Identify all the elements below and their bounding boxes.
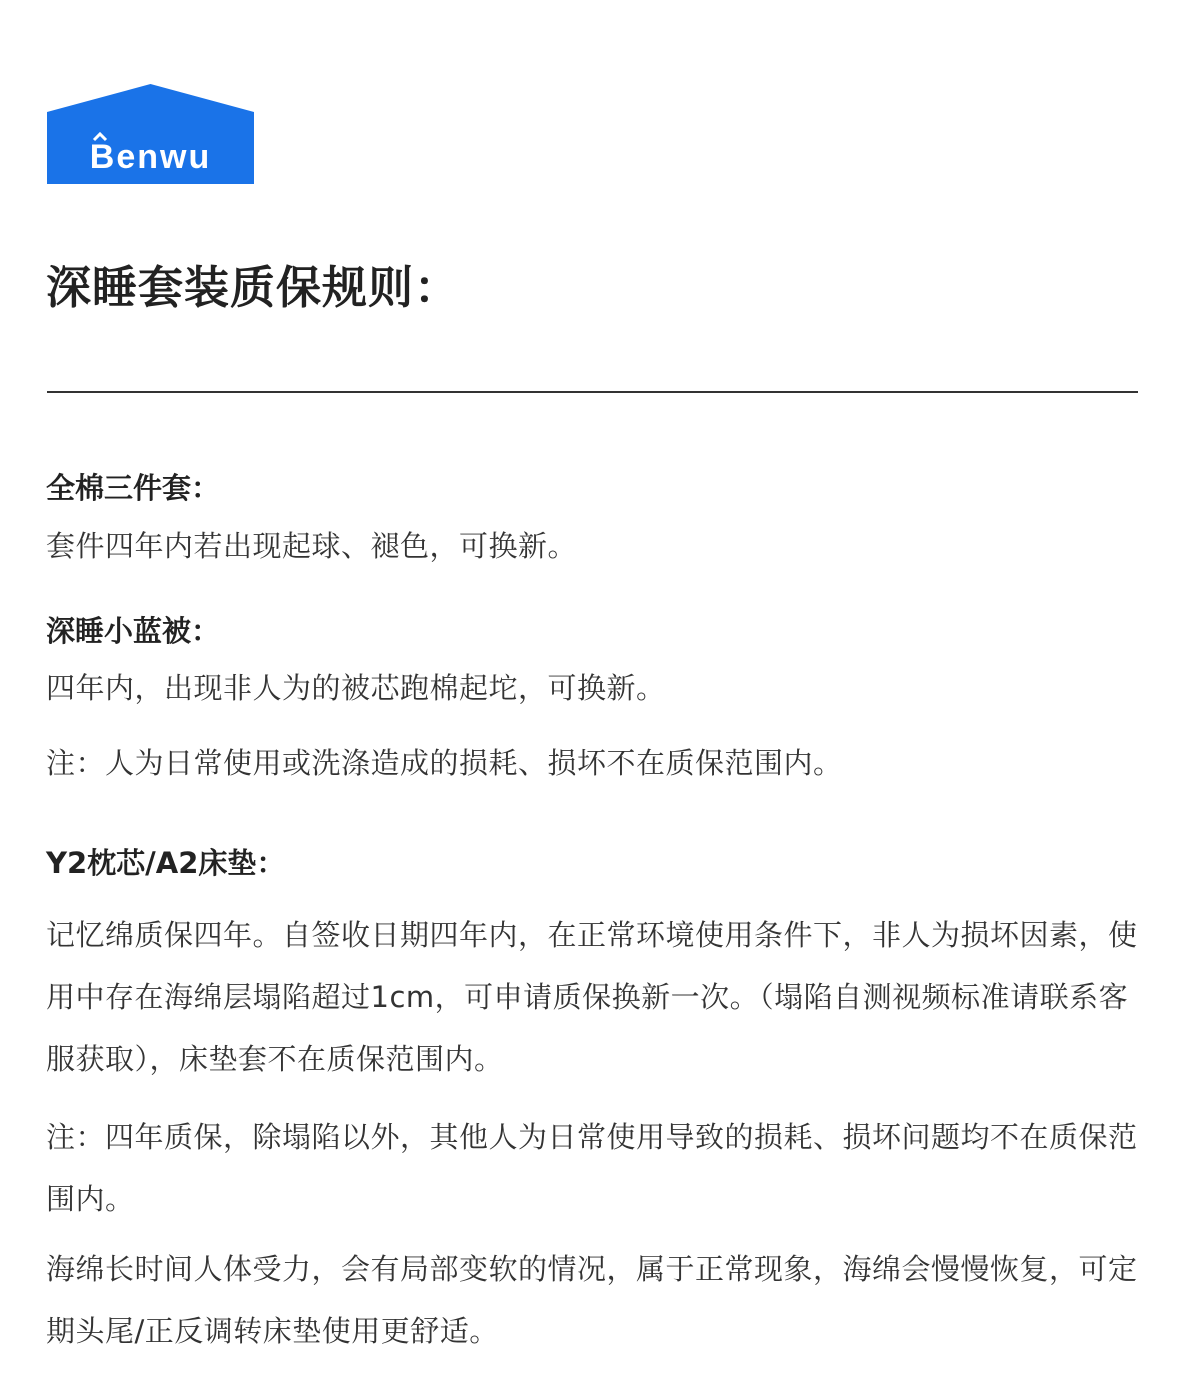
house-logo-icon [47, 84, 254, 184]
section-heading-pillow-mattress: Y2枕芯/A2床垫： [46, 846, 286, 880]
section-body-quilt: 四年内，出现非人为的被芯跑棉起坨，可换新。 [46, 671, 666, 705]
section-body-cotton-set: 套件四年内若出现起球、褪色，可换新。 [46, 529, 578, 563]
benwu-logo [47, 84, 254, 184]
section-note-quilt: 注：人为日常使用或洗涤造成的损耗、损坏不在质保范围内。 [46, 746, 843, 780]
section-tip-pillow-mattress: 海绵长时间人体受力，会有局部变软的情况，属于正常现象，海绵会慢慢恢复，可定期头尾/正反调转床垫使用更舒适。 [46, 1252, 1138, 1348]
divider [47, 391, 1138, 393]
page-title: 深睡套装质保规则： [46, 261, 461, 314]
section-body-pillow-mattress: 记忆绵质保四年。自签收日期四年内，在正常环境使用条件下，非人为损坏因素，使用中存在海绵层塌陷超过1cm，可申请质保换新一次。（塌陷自测视频标准请联系客服获取），床垫套不在质保范围内。 [46, 918, 1138, 1076]
section-heading-quilt: 深睡小蓝被： [46, 614, 221, 648]
brand-name: Benwu [89, 138, 212, 176]
section-note-pillow-mattress: 注：四年质保，除塌陷以外，其他人为日常使用导致的损耗、损坏问题均不在质保范围内。 [46, 1120, 1138, 1216]
section-heading-cotton-set: 全棉三件套： [46, 471, 221, 505]
